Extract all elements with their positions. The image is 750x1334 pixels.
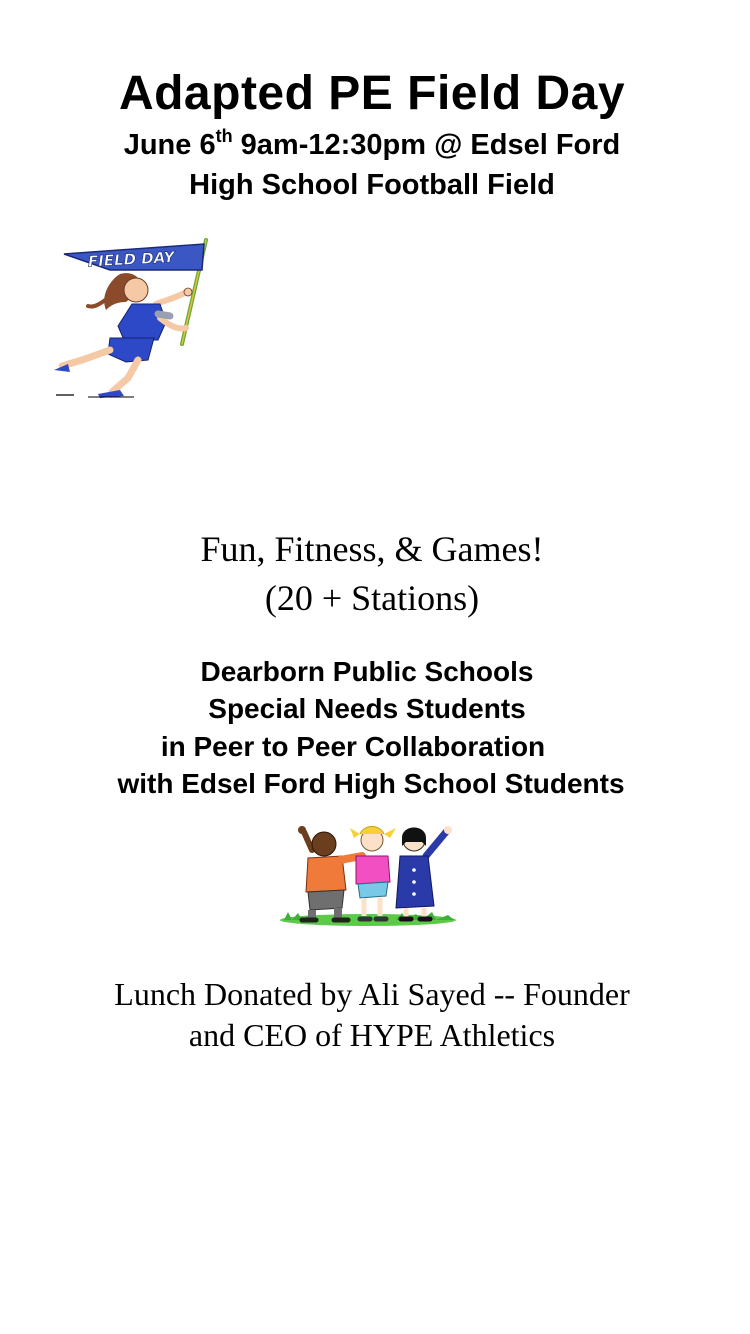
participants-line-4: with Edsel Ford High School Students — [117, 768, 625, 799]
date-prefix: June 6 — [123, 129, 216, 161]
time-and-venue: 9am-12:30pm @ Edsel Ford — [232, 129, 621, 161]
participants-line-3: in Peer to Peer Collaboration — [160, 731, 546, 762]
highlights-line-2: (20 + Stations) — [264, 578, 480, 618]
flag-text: FIELD DAY — [87, 248, 175, 271]
highlights-line-1: Fun, Fitness, & Games! — [200, 529, 544, 569]
lunch-sponsor-line-1: Lunch Donated by Ali Sayed -- Founder — [114, 976, 630, 1012]
date-ordinal-suffix: th — [215, 126, 233, 146]
date-time-line — [0, 126, 744, 164]
girl-with-field-day-flag-icon — [48, 232, 220, 404]
three-kids-waving-icon — [276, 820, 462, 932]
lunch-sponsor-line-2: and CEO of HYPE Athletics — [188, 1017, 556, 1053]
participants-line-1: Dearborn Public Schools — [200, 656, 534, 687]
participants-line-2: Special Needs Students — [208, 693, 526, 724]
location-line: High School Football Field — [189, 169, 555, 201]
flyer-title: Adapted PE Field Day — [118, 67, 626, 120]
